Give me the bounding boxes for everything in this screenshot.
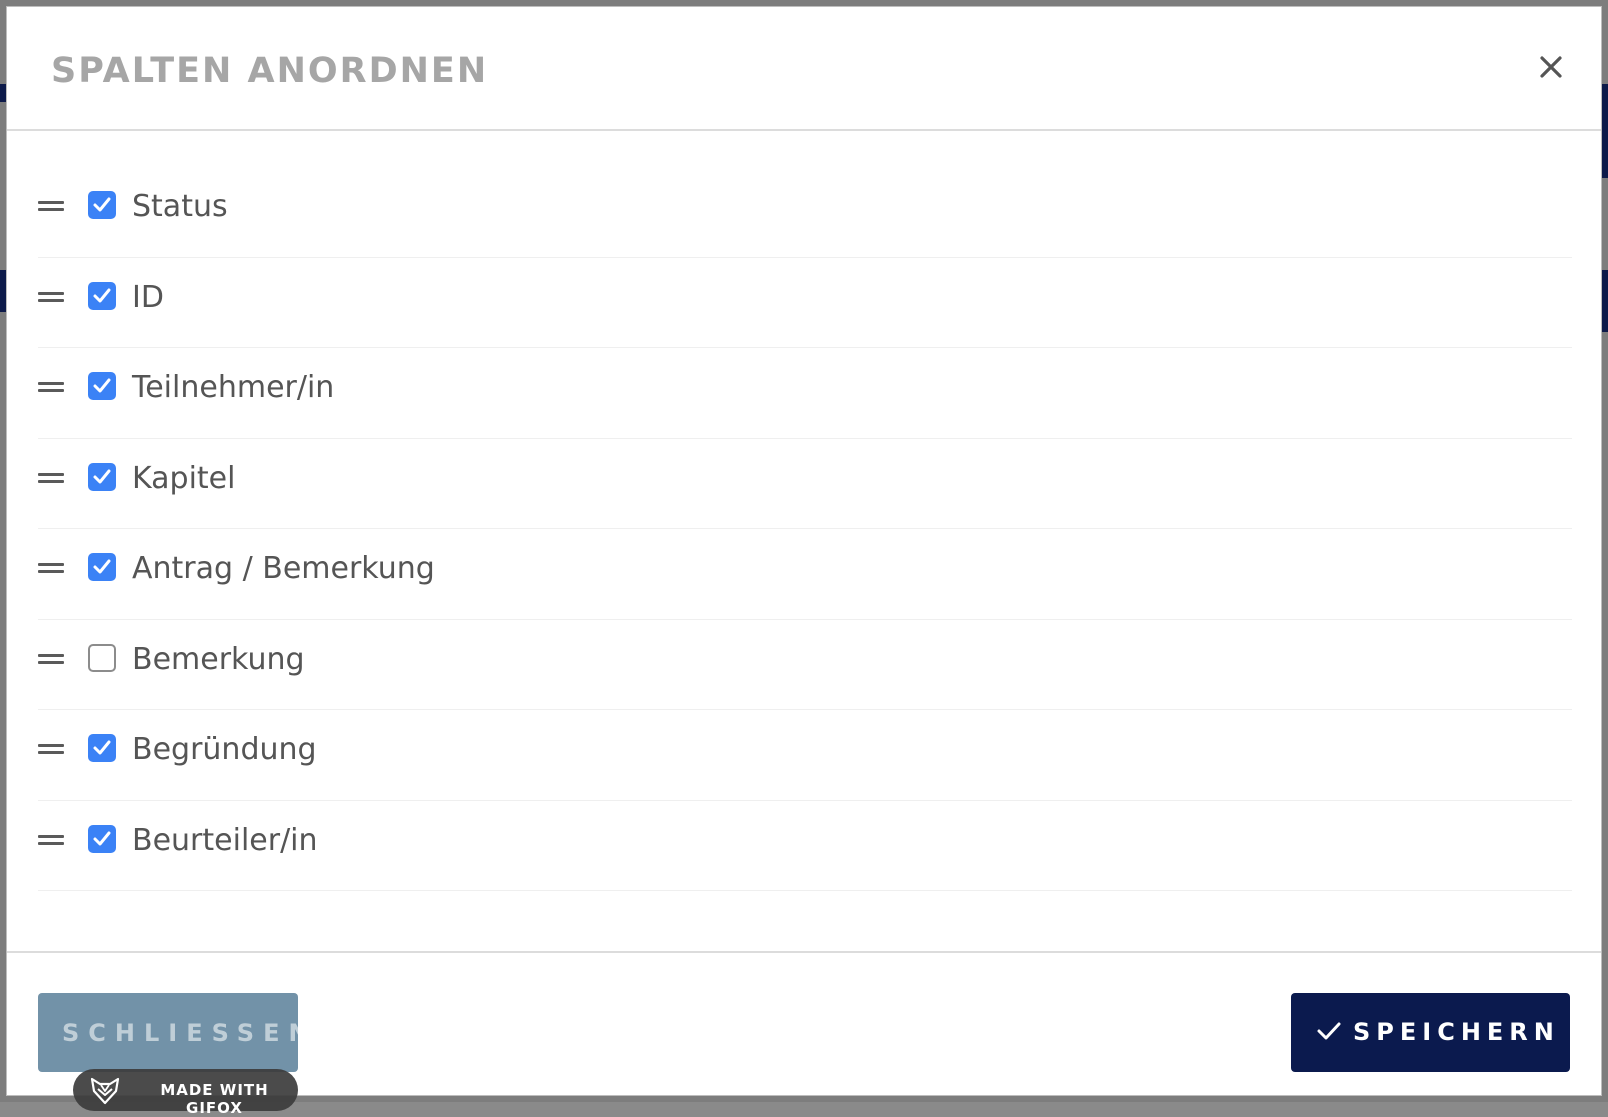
column-label: Bemerkung	[132, 641, 305, 677]
column-row[interactable]	[38, 439, 1572, 530]
column-row[interactable]	[38, 529, 1572, 620]
drag-handle-icon[interactable]	[38, 561, 64, 575]
column-visibility-checkbox[interactable]	[88, 372, 116, 400]
column-label: Begründung	[132, 732, 317, 767]
save-button-label: SPEICHERN	[1353, 1018, 1560, 1046]
save-button[interactable]	[1291, 993, 1570, 1072]
close-button[interactable]	[38, 993, 318, 1117]
column-row[interactable]	[38, 167, 1572, 258]
fox-icon	[89, 1074, 121, 1112]
drag-handle-icon[interactable]	[38, 833, 64, 847]
close-icon[interactable]	[1535, 51, 1567, 83]
check-icon	[92, 829, 112, 849]
column-label: ID	[132, 279, 164, 315]
check-icon	[92, 557, 112, 577]
drag-handle-icon[interactable]	[38, 290, 64, 304]
modal-footer	[7, 951, 1601, 1117]
modal-title: SPALTEN ANORDNEN	[51, 51, 489, 91]
column-visibility-checkbox[interactable]	[88, 191, 116, 219]
check-icon	[92, 738, 112, 758]
arrange-columns-modal	[6, 6, 1602, 1117]
close-button-label: SCHLIESSEN	[62, 1019, 318, 1047]
column-visibility-checkbox[interactable]	[88, 463, 116, 491]
check-icon	[92, 286, 112, 306]
drag-handle-icon[interactable]	[38, 742, 64, 756]
column-label: Status	[132, 189, 228, 224]
column-visibility-checkbox[interactable]	[88, 282, 116, 310]
column-label: Antrag / Bemerkung	[132, 551, 435, 586]
column-label: Beurteiler/in	[132, 822, 318, 858]
check-icon	[92, 195, 112, 215]
check-icon	[1317, 1021, 1341, 1044]
drag-handle-icon[interactable]	[38, 380, 64, 394]
column-list	[38, 167, 1572, 891]
drag-handle-icon[interactable]	[38, 471, 64, 485]
drag-handle-icon[interactable]	[38, 652, 64, 666]
column-label: Teilnehmer/in	[132, 370, 335, 405]
drag-handle-icon[interactable]	[38, 199, 64, 213]
column-row[interactable]	[38, 348, 1572, 439]
check-icon	[92, 467, 112, 487]
column-visibility-checkbox[interactable]	[88, 825, 116, 853]
column-visibility-checkbox[interactable]	[88, 734, 116, 762]
column-label: Kapitel	[132, 460, 236, 496]
column-visibility-checkbox[interactable]	[88, 553, 116, 581]
watermark-text: MADE WITH GIFOX	[160, 1081, 269, 1117]
gifox-watermark	[73, 1069, 298, 1117]
column-visibility-checkbox[interactable]	[88, 644, 116, 672]
backdrop-strip	[1602, 270, 1608, 332]
column-row[interactable]	[38, 710, 1572, 801]
column-row[interactable]	[38, 801, 1572, 892]
backdrop-strip	[1602, 84, 1608, 178]
column-row[interactable]	[38, 620, 1572, 711]
column-row[interactable]	[38, 258, 1572, 349]
modal-header	[7, 7, 1601, 131]
check-icon	[92, 376, 112, 396]
